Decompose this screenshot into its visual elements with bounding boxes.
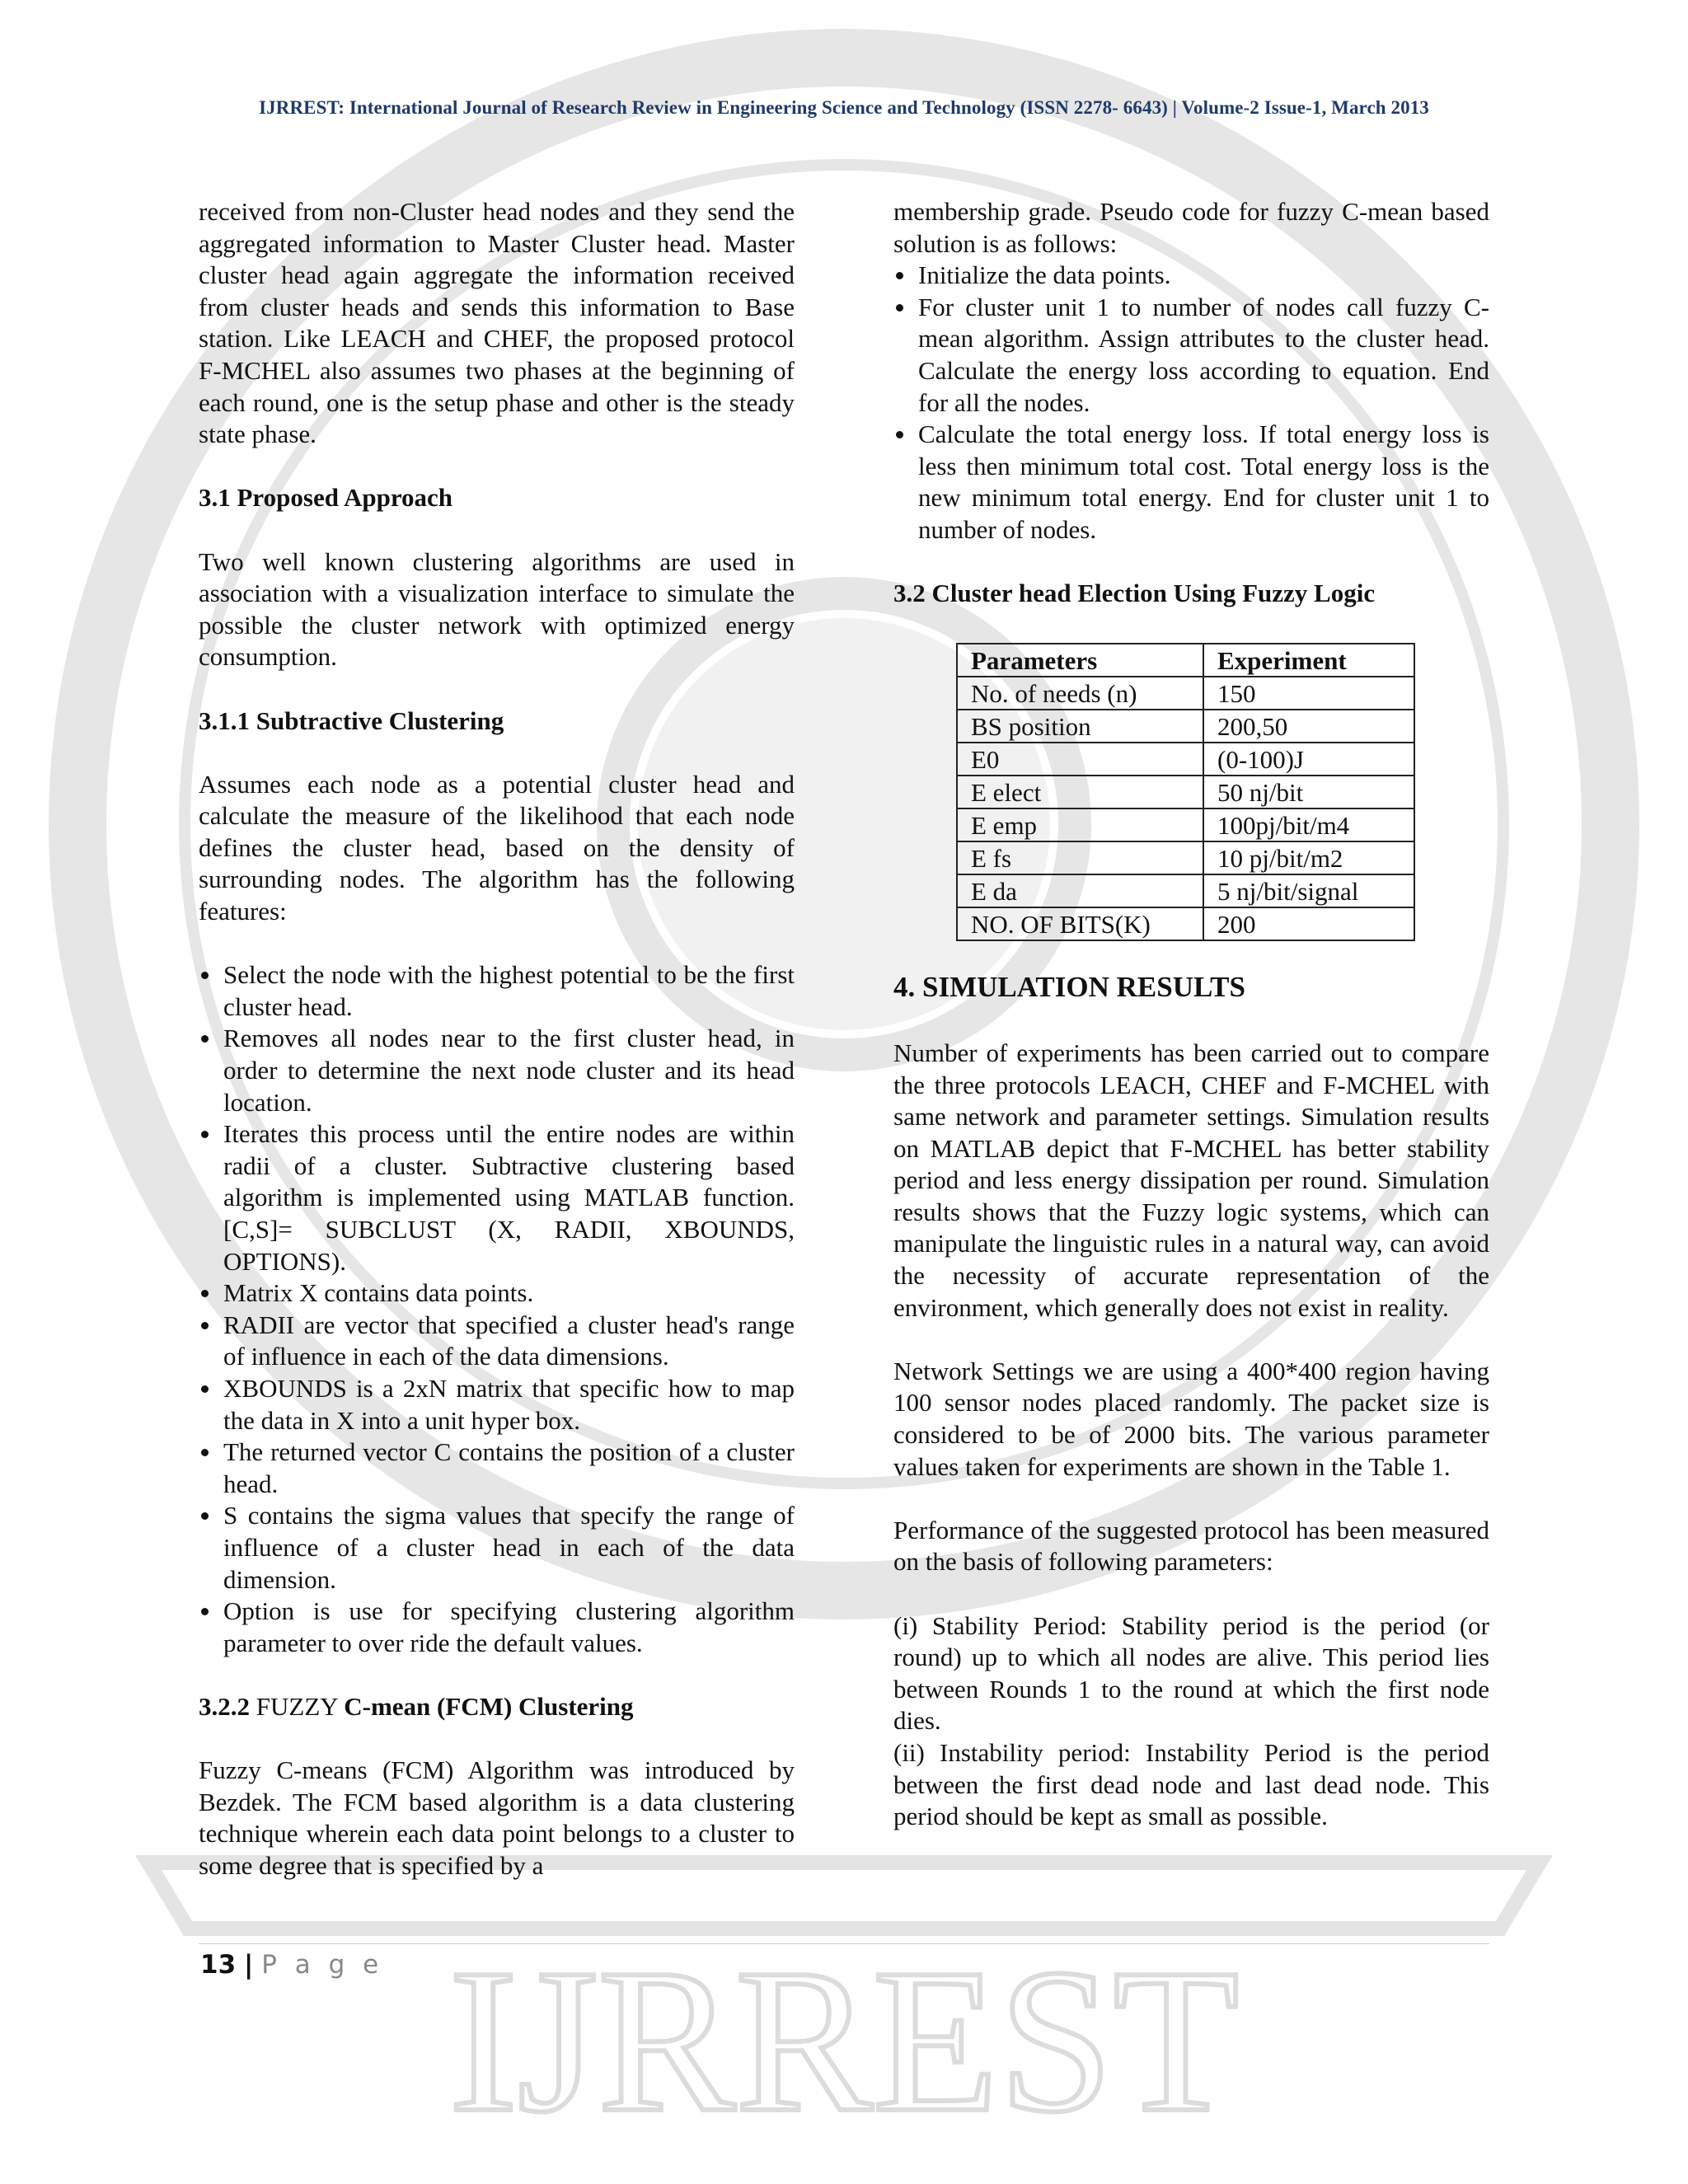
- network-settings-paragraph: Network Settings we are using a 400*400 region having 100 sensor nodes placed randomly. The packet size is considered to be of 2000 bits. The various parameter values taken for experiments are shown in the Table 1.: [893, 1356, 1489, 1481]
- list-item: S contains the sigma values that specify the range of influence of a cluster head in each of the data dimension.: [199, 1500, 795, 1596]
- table-cell: E0: [957, 743, 1203, 776]
- fcm-paragraph: Fuzzy C-means (FCM) Algorithm was introduced by Bezdek. The FCM based algorithm is a data clustering technique wherein each data point belongs to a cluster to some degree that is specified by a: [199, 1755, 795, 1880]
- list-item: The returned vector C contains the position of a cluster head.: [199, 1436, 795, 1500]
- table-header-row: [957, 644, 1414, 677]
- table-row: [957, 841, 1414, 874]
- list-item: RADII are vector that specified a cluster head's range of influence in each of the data dimensions.: [199, 1310, 795, 1373]
- table-cell: E emp: [957, 808, 1203, 841]
- section-heading-proposed-approach: 3.1 Proposed Approach: [199, 483, 453, 513]
- table-row: [957, 874, 1414, 907]
- section-heading-simulation-results: 4. SIMULATION RESULTS: [893, 971, 1245, 1004]
- list-item: Calculate the total energy loss. If total energy loss is less then minimum total cost. Total energy loss is the new minimum total energy. End for cluster unit 1 to number of nodes.: [893, 419, 1489, 546]
- stability-period-paragraph: (i) Stability Period: Stability period is the period (or round) up to which all nodes are alive. This period lies between Rounds 1 to the round at which the first node dies.: [893, 1610, 1489, 1736]
- pseudo-code-list: [893, 260, 1489, 546]
- table-cell: NO. OF BITS(K): [957, 907, 1203, 940]
- list-item: For cluster unit 1 to number of nodes call fuzzy C-mean algorithm. Assign attributes to the cluster head. Calculate the energy loss according to equation. End for all the nodes.: [893, 292, 1489, 419]
- table-cell: 100pj/bit/m4: [1203, 808, 1414, 841]
- table-row: [957, 710, 1414, 743]
- table-row: [957, 907, 1414, 940]
- list-item: Removes all nodes near to the first cluster head, in order to determine the next node cluster and its head location.: [199, 1023, 795, 1118]
- fcm-heading-number: 3.2.2: [199, 1691, 250, 1721]
- intro-paragraph: received from non-Cluster head nodes and they send the aggregated information to Master Cluster head. Master cluster head again aggregate the information received from cluster heads and sends this information to Base station. Like LEACH and CHEF, the proposed protocol F-MCHEL also assumes two phases at the beginning of each round, one is the setup phase and other is the steady state phase.: [199, 197, 795, 449]
- page-footer: [200, 1950, 383, 1980]
- table-cell: 5 nj/bit/signal: [1203, 874, 1414, 907]
- watermark-text: IJRREST: [448, 1927, 1240, 2155]
- parameters-table: [956, 643, 1415, 941]
- table-cell: 200: [1203, 907, 1414, 940]
- table-row: [957, 776, 1414, 808]
- page-number: 13: [200, 1950, 237, 1980]
- pseudo-code-intro: membership grade. Pseudo code for fuzzy C-mean based solution is as follows:: [893, 197, 1489, 258]
- list-item: XBOUNDS is a 2xN matrix that specific how to map the data in X into a unit hyper box.: [199, 1373, 795, 1436]
- page-separator: |: [244, 1950, 254, 1980]
- page-label: P a g e: [261, 1950, 384, 1980]
- table-cell: 10 pj/bit/m2: [1203, 841, 1414, 874]
- section-heading-fcm-clustering: [199, 1691, 795, 1723]
- list-item: Initialize the data points.: [893, 260, 1489, 292]
- footer-divider: [199, 1943, 1489, 1944]
- table-header-cell: Parameters: [957, 644, 1203, 677]
- table-cell: BS position: [957, 710, 1203, 743]
- journal-header: IJRREST: International Journal of Research Review in Engineering Science and Technology (ISSN 2278- 6643) | Volume-2 Issue-1, March 2013: [259, 97, 1429, 118]
- list-item: Iterates this process until the entire nodes are within radii of a cluster. Subtractive clustering based algorithm is implemented using MATLAB function. [C,S]= SUBCLUST (X, RADII, XBOUNDS, OPTIONS).: [199, 1118, 795, 1277]
- table-cell: 150: [1203, 677, 1414, 710]
- list-item: Select the node with the highest potential to be the first cluster head.: [199, 959, 795, 1023]
- subtractive-features-list: [199, 959, 795, 1659]
- table-row: [957, 808, 1414, 841]
- table-cell: E elect: [957, 776, 1203, 808]
- table-header-cell: Experiment: [1203, 644, 1414, 677]
- instability-period-paragraph: (ii) Instability period: Instability Period is the period between the first dead node and last dead node. This period should be kept as small as possible.: [893, 1737, 1489, 1831]
- proposed-approach-paragraph: Two well known clustering algorithms are used in association with a visualization interface to simulate the possible the cluster network with optimized energy consumption.: [199, 546, 795, 672]
- table-cell: E da: [957, 874, 1203, 907]
- list-item: Option is use for specifying clustering algorithm parameter to over ride the default values.: [199, 1596, 795, 1659]
- right-column: [893, 196, 1489, 1833]
- table-row: [957, 743, 1414, 776]
- performance-paragraph: Performance of the suggested protocol has been measured on the basis of following parameters:: [893, 1515, 1489, 1577]
- table-cell: (0-100)J: [1203, 743, 1414, 776]
- subtractive-clustering-paragraph: Assumes each node as a potential cluster head and calculate the measure of the likelihood that each node defines the cluster head, based on the density of surrounding nodes. The algorithm has the following features:: [199, 769, 795, 926]
- fcm-heading-fuzzy: FUZZY: [250, 1691, 345, 1721]
- simulation-paragraph: Number of experiments has been carried out to compare the three protocols LEACH, CHEF and F-MCHEL with same network and parameter settings. Simulation results on MATLAB depict that F-MCHEL has better stability period and less energy dissipation per round. Simulation results shows that the Fuzzy logic systems, which can manipulate the linguistic rules in a natural way, can avoid the necessity of accurate representation of the environment, which generally does not exist in reality.: [893, 1038, 1489, 1322]
- table-cell: No. of needs (n): [957, 677, 1203, 710]
- left-column: [199, 196, 795, 1882]
- section-heading-cluster-head-election: 3.2 Cluster head Election Using Fuzzy Logic: [893, 579, 1376, 608]
- list-item: Matrix X contains data points.: [199, 1277, 795, 1310]
- table-cell: 50 nj/bit: [1203, 776, 1414, 808]
- table-row: [957, 677, 1414, 710]
- section-heading-subtractive-clustering: 3.1.1 Subtractive Clustering: [199, 705, 504, 735]
- table-cell: 200,50: [1203, 710, 1414, 743]
- fcm-heading-title: C-mean (FCM) Clustering: [344, 1691, 634, 1721]
- table-cell: E fs: [957, 841, 1203, 874]
